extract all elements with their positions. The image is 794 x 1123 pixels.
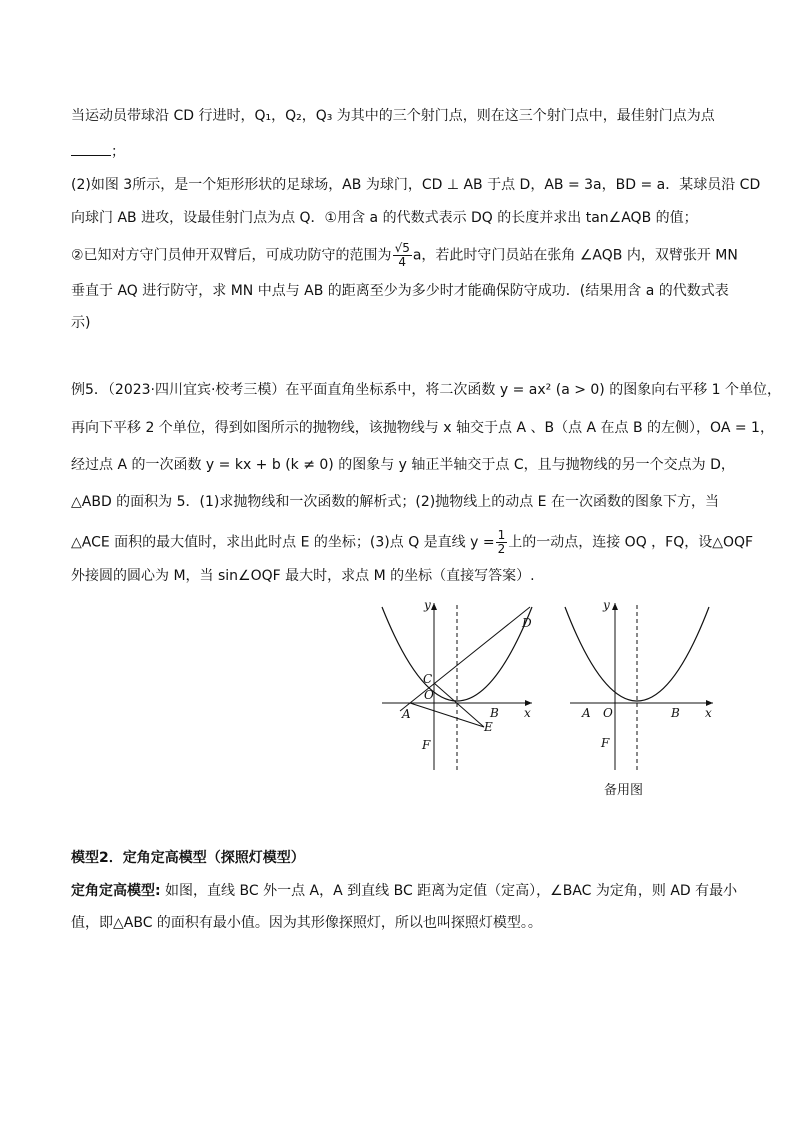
parabola-figure-spare (555, 595, 720, 775)
label-B: B (490, 706, 499, 720)
y-axis-arrow (612, 603, 618, 610)
label-C: C (423, 672, 433, 686)
example-5-line-2: 再向下平移 2 个单位，得到如图所示的抛物线，该抛物线与 x 轴交于点 A 、B（点 A 在点 B 的左侧），OA = 1， (71, 420, 774, 436)
figure-caption: 备用图 (604, 783, 644, 798)
label-F: F (422, 738, 431, 752)
segment-AE (410, 703, 484, 727)
answer-blank[interactable] (71, 141, 111, 156)
label-A: A (582, 706, 591, 720)
section-heading: 模型2．定角定高模型（探照灯模型） (71, 850, 305, 866)
label-y: y (603, 598, 610, 612)
y-axis-arrow (431, 603, 437, 610)
label-O: O (424, 688, 434, 702)
label-y: y (424, 598, 431, 612)
definition-line-1: 定角定高模型: 如图，直线 BC 外一点 A，A 到直线 BC 距离为定值（定高），∠BAC 为定角，则 AD 有最小 (71, 883, 738, 899)
example-5-line-1: 例5．（2023·四川宜宾·校考三模）在平面直角坐标系中，将二次函数 y = ax² (a > 0) 的图象向右平移 1 个单位， (71, 382, 782, 398)
line-AD (400, 607, 530, 711)
definition-term: 定角定高模型: (71, 883, 161, 899)
parabola-figure-main (372, 595, 542, 775)
text-line-5: ②已知对方守门员伸开双臂后，可成功防守的范围为 $\frac{√5}{4}$ a，若此时守门员站在张角 ∠AQB 内，双臂张开 MN (71, 241, 738, 269)
fraction-sqrt5-over-4: $\frac{√5}{4}$ (394, 241, 410, 269)
example-5-line-3: 经过点 A 的一次函数 y = kx + b (k ≠ 0) 的图象与 y 轴正半轴交于点 C，且与抛物线的另一个交点为 D， (71, 457, 735, 473)
label-E: E (484, 720, 493, 734)
label-F: F (601, 736, 610, 750)
label-x: x (705, 706, 712, 720)
definition-line-2: 值，即△ABC 的面积有最小值。因为其形像探照灯，所以也叫探照灯模型。。 (71, 915, 542, 931)
example-5-line-6: 外接圆的圆心为 M，当 sin∠OQF 最大时，求点 M 的坐标（直接写答案）. (71, 568, 535, 584)
text-line-2: ； (71, 141, 125, 162)
fraction-one-half: $\frac{1}{2}$ (497, 528, 506, 556)
text-line-4: 向球门 AB 进攻，设最佳射门点为点 Q．①用含 a 的代数式表示 DQ 的长度并求出 tan∠AQB 的值； (71, 210, 698, 226)
label-x: x (524, 706, 531, 720)
text-line-7: 示) (71, 315, 91, 331)
label-A: A (402, 707, 411, 721)
label-B: B (671, 706, 680, 720)
example-5-line-5: △ACE 面积的最大值时，求出此时点 E 的坐标；(3)点 Q 是直线 y = $\frac{1}{2}$ 上的一动点，连接 OQ ，FQ，设△OQF (71, 528, 754, 556)
segment-CE (434, 683, 484, 727)
text-line-3: (2)如图 3所示，是一个矩形形状的足球场，AB 为球门，CD ⊥ AB 于点 D，AB = 3a，BD = a．某球员沿 CD (71, 177, 761, 193)
text-line-1: 当运动员带球沿 CD 行进时，Q₁，Q₂，Q₃ 为其中的三个射门点，则在这三个射门点中，最佳射门点为点 (71, 108, 715, 124)
text-line-6: 垂直于 AQ 进行防守，求 MN 中点与 AB 的距离至少为多少时才能确保防守成功．(结果用含 a 的代数式表 (71, 283, 729, 299)
example-5-line-4: △ABD 的面积为 5．(1)求抛物线和一次函数的解析式；(2)抛物线上的动点 E 在一次函数的图象下方，当 (71, 494, 719, 510)
label-O: O (603, 706, 613, 720)
label-D: D (522, 616, 532, 630)
